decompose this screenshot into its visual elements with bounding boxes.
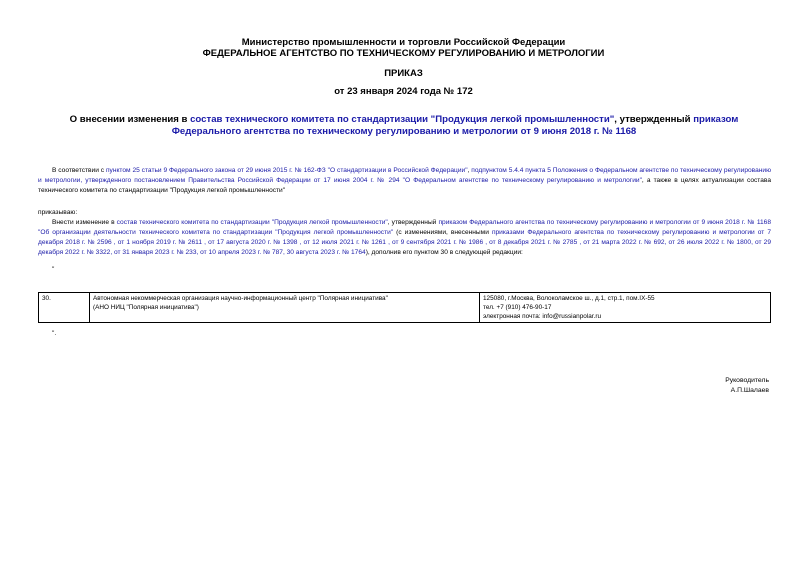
- preamble-text-2: ,: [467, 167, 472, 174]
- preamble-link-law[interactable]: пунктом 25 статьи 9 Федерального закона от 29 июня 2015 г. № 162-ФЗ "О стандартизации в Российской Федерации": [105, 167, 468, 174]
- document-date: от 23 января 2024 года № 172: [334, 86, 473, 97]
- contact-email: электронная почта: info@russianpolar.ru: [483, 313, 602, 320]
- body-text-3: (с изменениями, внесенными: [393, 229, 492, 236]
- preamble-link-regulation[interactable]: подпунктом 5.4.4 пункта 5 Положения о Федеральном агентстве по техническому регулированию и метрологии, утвержденного постановлением Правительства Российской Федерации от 17 июня 2004 г. № 294 "О Федеральном агентстве по техническому регулированию и метрологии": [38, 167, 772, 184]
- organization-name: Автономная некоммерческая организация научно-информационный центр "Полярная инициатива": [93, 295, 388, 302]
- entry-table: [38, 292, 771, 323]
- body-text-4: ), дополнив его пунктом 30 в следующей редакции:: [365, 249, 523, 256]
- signature-role: Руководитель: [725, 377, 769, 384]
- agency-name: ФЕДЕРАЛЬНОЕ АГЕНТСТВО ПО ТЕХНИЧЕСКОМУ РЕГУЛИРОВАНИЮ И МЕТРОЛОГИИ: [202, 48, 605, 59]
- title-link-order[interactable]: приказом Федерального агентства по техническому регулированию и метрологии от 9 июня 2018 г. № 1168: [171, 114, 739, 137]
- body-paragraph: [38, 218, 771, 258]
- organization-short-name: (АНО НИЦ "Полярная инициатива"): [93, 304, 199, 311]
- preamble-paragraph: [38, 166, 771, 196]
- body-text-1: Внести изменение в: [52, 219, 117, 226]
- signature-block: [725, 376, 769, 396]
- body-link-amendments[interactable]: приказами Федерального агентства по техническому регулированию и метрологии от 7 декабря 2018 г. № 2596 , от 1 ноября 2019 г. № 2611 , от 17 августа 2020 г. № 1398 , от 12 июля 2021 г. № 1261 , от 9 сентября 2021 г. № 1986 , от 8 декабря 2021 г. № 2785 , от 21 марта 2022 г. № 692, от 26 июля 2022 г. № 1800, от 29 декабря 2022 г. № 3322, от 31 января 2023 г. № 233, от 10 апреля 2023 г. № 787, 30 августа 2023 г. № 1764: [38, 229, 772, 256]
- document-title: [34, 114, 774, 138]
- ministry-name: Министерство промышленности и торговли Российской Федерации: [241, 37, 566, 48]
- document-type: ПРИКАЗ: [384, 68, 423, 79]
- table-row: [39, 293, 771, 323]
- title-text-2: , утвержденный: [614, 114, 694, 125]
- body-text-2: , утвержденный: [387, 219, 439, 226]
- body-link-order[interactable]: приказом Федерального агентства по техническому регулированию и метрологии от 9 июня 2018 г. № 1168 "Об организации деятельности технического комитета по стандартизации "Продукция легкой промышленности": [38, 219, 771, 236]
- quote-open: ": [52, 266, 55, 273]
- order-word: приказываю:: [38, 209, 78, 216]
- quote-close: ".: [52, 330, 57, 337]
- signature-name: А.П.Шалаев: [730, 387, 769, 394]
- entry-number: 30.: [39, 293, 90, 323]
- entry-organization: [90, 293, 480, 323]
- preamble-text-3: , а также в целях актуализации состава технического комитета по стандартизации "Продукция легкой промышленности": [38, 177, 771, 194]
- title-link-committee[interactable]: состав технического комитета по стандартизации "Продукция легкой промышленности": [190, 114, 615, 125]
- title-text-1: О внесении изменения в: [69, 114, 191, 125]
- contact-address: 125080, г.Москва, Волоколамское ш., д.1, стр.1, пом.IX-55: [483, 295, 655, 302]
- entry-contacts: [480, 293, 771, 323]
- contact-phone: тел. +7 (910) 476-90-17: [483, 304, 552, 311]
- preamble-text-1: В соответствии с: [52, 167, 106, 174]
- body-link-committee[interactable]: состав технического комитета по стандартизации "Продукция легкой промышленности": [116, 219, 388, 226]
